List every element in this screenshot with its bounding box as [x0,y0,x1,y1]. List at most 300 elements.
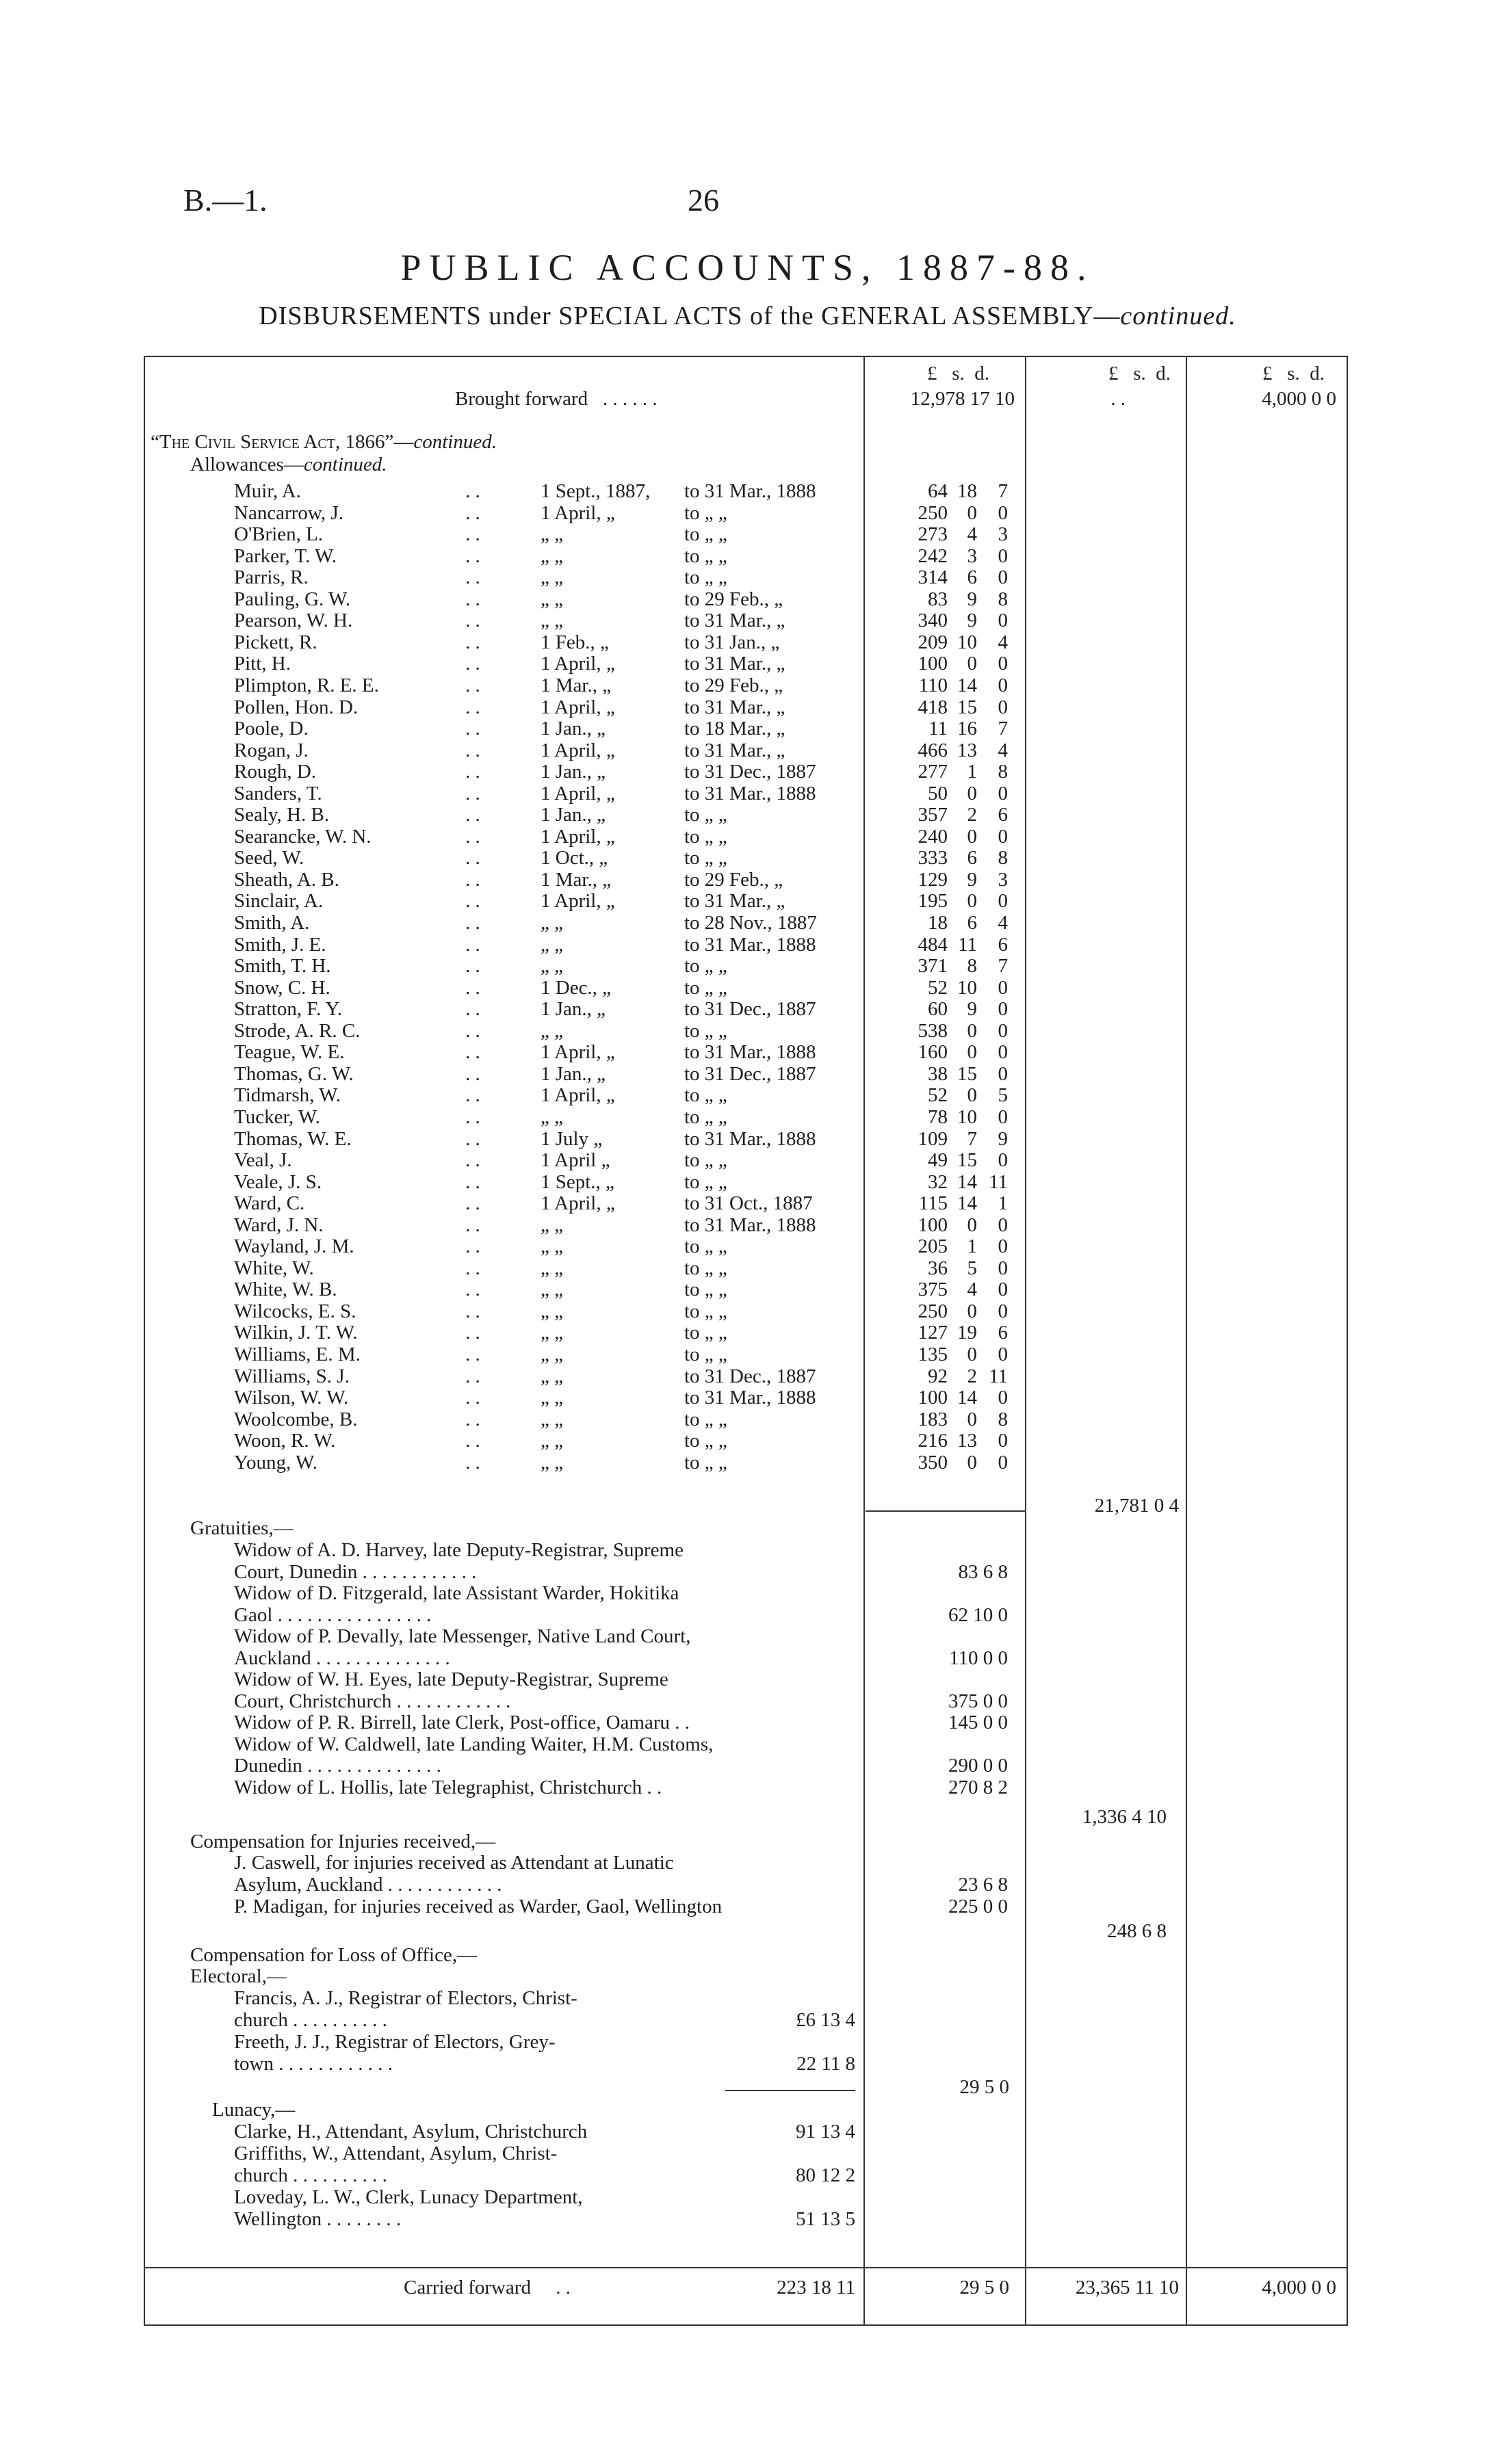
allowance-to-date: to „ „ [684,1344,727,1365]
allowance-name: Ward, J. N. [234,1214,324,1236]
carried-forward-col3: 4,000 0 0 [1262,2277,1336,2298]
allowance-from-date: 1 April „ [541,1149,610,1171]
allowance-dots: . . [465,869,480,891]
allowance-pence: 0 [998,1300,1008,1322]
carried-forward-top-rule [144,2267,1348,2268]
allowance-dots: . . [465,1106,480,1128]
allowance-to-date: to „ „ [684,1171,727,1193]
allowance-shillings: 0 [967,502,977,524]
allowance-shillings: 9 [967,588,977,610]
allowance-pounds: 129 [918,869,948,891]
gratuities-heading: Gratuities,— [190,1517,294,1539]
allowance-from-date: 1 Jan., „ [541,718,606,739]
allowance-dots: . . [465,1408,480,1430]
gratuity-amount: 270 8 2 [948,1776,1008,1798]
allowance-name: Wayland, J. M. [234,1235,354,1257]
allowance-name: Pauling, G. W. [234,588,350,610]
allowance-shillings: 0 [967,890,977,912]
allowance-from-date: 1 Jan., „ [541,1063,606,1085]
allowance-pence: 7 [998,955,1008,977]
allowance-to-date: to „ „ [684,566,727,588]
gratuity-text: Court, Dunedin . . . . . . . . . . . . [234,1560,477,1583]
allowance-shillings: 9 [967,998,977,1020]
allowance-pence: 1 [998,1192,1008,1214]
allowance-shillings: 2 [967,1365,977,1387]
allowance-from-date: „ „ [541,566,563,588]
allowance-from-date: 1 April, „ [541,890,615,912]
allowance-from-date: „ „ [541,1214,563,1236]
allowance-dots: . . [465,480,480,502]
allowance-pounds: 484 [918,934,948,956]
allowance-dots: . . [465,1452,480,1473]
allowance-pounds: 183 [918,1408,948,1430]
allowance-shillings: 13 [957,1430,977,1452]
allowance-shillings: 0 [967,653,977,674]
allowance-dots: . . [465,1084,480,1106]
allowance-to-date: to „ „ [684,1084,727,1106]
allowance-dots: . . [465,1041,480,1063]
allowance-to-date: to „ „ [684,1235,727,1257]
allowance-name: Sanders, T. [234,783,322,804]
allowance-shillings: 6 [967,912,977,934]
allowance-from-date: „ „ [541,610,563,631]
allowance-pence: 0 [998,1257,1008,1279]
allowance-from-date: „ „ [541,1387,563,1408]
allowance-dots: . . [465,890,480,912]
gratuity-text: Gaol . . . . . . . . . . . . . . . . [234,1603,432,1626]
gratuity-amount: 83 6 8 [958,1560,1008,1583]
allowance-to-date: to „ „ [684,545,727,567]
allowance-pounds: 127 [918,1322,948,1344]
allowance-name: Poole, D. [234,718,309,739]
allowance-pence: 0 [998,1214,1008,1236]
loss-of-office-heading: Compensation for Loss of Office,— [190,1944,478,1966]
allowance-to-date: to „ „ [684,1149,727,1171]
allowance-to-date: to „ „ [684,1322,727,1344]
allowance-name: Wilson, W. W. [234,1387,349,1408]
allowance-pence: 11 [989,1171,1008,1193]
allowance-shillings: 0 [967,1084,977,1106]
allowance-dots: . . [465,1149,480,1171]
allowance-pence: 9 [998,1128,1008,1150]
allowance-dots: . . [465,631,480,653]
allowance-shillings: 6 [967,847,977,869]
allowance-dots: . . [465,912,480,934]
allowance-name: Veale, J. S. [234,1171,322,1193]
allowance-name: Pitt, H. [234,653,291,674]
gratuities-total: 1,336 4 10 [1082,1806,1167,1828]
subtitle-continued: continued. [1120,302,1236,330]
lunacy-compensation-amount: 91 13 4 [796,2121,855,2142]
allowance-to-date: to „ „ [684,1430,727,1452]
allowance-dots: . . [465,1128,480,1150]
allowance-from-date: „ „ [541,545,563,567]
allowance-pounds: 333 [918,847,948,869]
page-title: PUBLIC ACCOUNTS, 1887-88. [400,247,1095,288]
allowance-to-date: to 28 Nov., 1887 [684,912,817,934]
allowance-pence: 0 [998,1387,1008,1408]
allowance-to-date: to 31 Mar., 1888 [684,1128,816,1150]
gratuity-text: Widow of L. Hollis, late Telegraphist, Christchurch . . [234,1776,662,1798]
allowance-shillings: 0 [967,1020,977,1042]
allowance-pounds: 135 [918,1344,948,1365]
allowance-pounds: 78 [928,1106,948,1128]
allowance-from-date: „ „ [541,1300,563,1322]
allowance-dots: . . [465,566,480,588]
allowance-pounds: 340 [918,610,948,631]
allowance-to-date: to 31 Mar., „ [684,653,785,674]
allowance-dots: . . [465,696,480,718]
brought-forward-dots: . . . . . . [602,388,658,410]
allowance-dots: . . [465,826,480,848]
allowance-pounds: 250 [918,1300,948,1322]
allowance-pence: 0 [998,1020,1008,1042]
allowance-pence: 0 [998,977,1008,999]
allowance-pence: 4 [998,739,1008,761]
electoral-compensation-text: Francis, A. J., Registrar of Electors, Christ- [234,1987,577,2009]
allowance-name: Snow, C. H. [234,977,330,999]
allowance-name: Strode, A. R. C. [234,1020,361,1042]
page-number: 26 [688,183,719,218]
allowance-shillings: 9 [967,869,977,891]
allowance-shillings: 10 [957,1106,977,1128]
allowance-pounds: 49 [928,1149,948,1171]
allowance-shillings: 15 [957,696,977,718]
col2-right-rule [1186,356,1187,2326]
allowance-name: Smith, T. H. [234,955,331,977]
allowance-shillings: 0 [967,1452,977,1473]
carried-forward-dots: . . [556,2277,571,2298]
allowance-from-date: „ „ [541,1279,563,1300]
electoral-total: 29 5 0 [959,2076,1009,2098]
allowance-from-date: „ „ [541,1430,563,1452]
allowance-name: Muir, A. [234,480,301,502]
allowance-name: Wilkin, J. T. W. [234,1322,358,1344]
allowance-from-date: 1 Dec., „ [541,977,612,999]
allowance-dots: . . [465,588,480,610]
allowances-heading [190,454,387,475]
electoral-compensation-text: church . . . . . . . . . . [234,2009,387,2031]
allowance-pence: 8 [998,847,1008,869]
allowance-pence: 0 [998,1344,1008,1365]
allowance-dots: . . [465,1171,480,1193]
carried-forward-col1: 29 5 0 [959,2277,1009,2298]
allowance-dots: . . [465,1322,480,1344]
allowance-pence: 4 [998,912,1008,934]
gratuity-text: Court, Christchurch . . . . . . . . . . . . [234,1690,511,1712]
lunacy-compensation-text: Loveday, L. W., Clerk, Lunacy Department, [234,2186,583,2208]
allowance-from-date: „ „ [541,1452,563,1473]
allowance-shillings: 15 [957,1149,977,1171]
allowance-name: Rough, D. [234,761,317,783]
allowance-shillings: 16 [957,718,977,739]
gratuity-text: Widow of W. H. Eyes, late Deputy-Registrar, Supreme [234,1668,668,1690]
allowance-shillings: 5 [967,1257,977,1279]
allowance-pounds: 52 [928,1084,948,1106]
allowance-pence: 0 [998,674,1008,696]
allowance-from-date: „ „ [541,955,563,977]
allowance-from-date: „ „ [541,1257,563,1279]
allowance-shillings: 7 [967,1128,977,1150]
allowance-name: Searancke, W. N. [234,826,372,848]
allowance-to-date: to „ „ [684,955,727,977]
allowance-dots: . . [465,977,480,999]
allowance-pounds: 110 [918,674,948,696]
allowance-shillings: 1 [967,1235,977,1257]
electoral-heading: Electoral,— [190,1965,287,1987]
allowance-to-date: to „ „ [684,523,727,545]
allowance-pence: 6 [998,934,1008,956]
gratuity-text: Widow of P. Devally, late Messenger, Native Land Court, [234,1625,691,1647]
allowance-name: Thomas, G. W. [234,1063,354,1085]
allowance-to-date: to 31 Dec., 1887 [684,761,816,783]
allowance-name: Pearson, W. H. [234,610,353,631]
allowance-pence: 5 [998,1084,1008,1106]
allowance-name: Veal, J. [234,1149,292,1171]
allowances-continued: continued. [303,454,387,475]
allowance-name: White, W. [234,1257,314,1279]
allowance-to-date: to 31 Mar., 1888 [684,934,816,956]
allowance-dots: . . [465,955,480,977]
lunacy-compensation-amount: 80 12 2 [796,2164,855,2186]
allowance-shillings: 3 [967,545,977,567]
allowance-pence: 0 [998,1063,1008,1085]
allowance-pounds: 100 [918,653,948,674]
allowance-name: Parker, T. W. [234,545,337,567]
allowance-from-date: „ „ [541,1408,563,1430]
col2-pence: d. [1156,363,1171,384]
allowance-name: Pickett, R. [234,631,317,653]
allowance-to-date: to 31 Mar., „ [684,890,785,912]
allowance-pence: 8 [998,588,1008,610]
gratuity-text: Auckland . . . . . . . . . . . . . . [234,1647,450,1669]
injury-compensation-text: P. Madigan, for injuries received as Warder, Gaol, Wellington [234,1896,723,1917]
allowance-pounds: 277 [918,761,948,783]
allowance-name: Rogan, J. [234,739,309,761]
allowance-from-date: 1 April, „ [541,1084,615,1106]
allowance-from-date: „ „ [541,1020,563,1042]
allowance-from-date: 1 April, „ [541,653,615,674]
allowance-to-date: to 18 Mar., „ [684,718,785,739]
col1-pound: £ [927,363,937,384]
allowance-pence: 0 [998,502,1008,524]
allowance-shillings: 0 [967,1344,977,1365]
allowance-pence: 11 [989,1365,1008,1387]
injury-compensation-amount: 23 6 8 [958,1874,1008,1896]
allowance-name: Wilcocks, E. S. [234,1300,356,1322]
allowance-to-date: to „ „ [684,1106,727,1128]
allowance-dots: . . [465,934,480,956]
allowance-shillings: 11 [958,934,977,956]
allowance-dots: . . [465,761,480,783]
allowance-pounds: 60 [928,998,948,1020]
col1-pence: d. [974,363,990,384]
allowance-name: Stratton, F. Y. [234,998,343,1020]
allowance-to-date: to „ „ [684,1257,727,1279]
allowance-pounds: 100 [918,1214,948,1236]
allowance-pence: 0 [998,1452,1008,1473]
allowance-name: Woon, R. W. [234,1430,336,1452]
allowance-pounds: 83 [928,588,948,610]
allowance-from-date: 1 Jan., „ [541,998,606,1020]
allowance-shillings: 10 [957,631,977,653]
allowance-dots: . . [465,1365,480,1387]
col1-shilling: s. [952,363,965,384]
allowance-from-date: „ „ [541,1322,563,1344]
brought-forward-col3: 4,000 0 0 [1262,388,1336,410]
allowance-dots: . . [465,1430,480,1452]
allowance-from-date: „ „ [541,934,563,956]
table-right-rule [1347,356,1348,2326]
electoral-compensation-text: town . . . . . . . . . . . . [234,2053,393,2075]
allowance-from-date: 1 Sept., „ [541,1171,614,1193]
allowance-shillings: 4 [967,1279,977,1300]
electoral-compensation-text: Freeth, J. J., Registrar of Electors, Grey- [234,2031,556,2053]
allowance-shillings: 6 [967,566,977,588]
allowance-pence: 0 [998,1430,1008,1452]
allowance-dots: . . [465,804,480,826]
allowance-pence: 0 [998,653,1008,674]
allowance-from-date: 1 April, „ [541,826,615,848]
allowance-to-date: to 31 Mar., 1888 [684,1214,816,1236]
allowance-dots: . . [465,1300,480,1322]
gratuity-text: Widow of A. D. Harvey, late Deputy-Registrar, Supreme [234,1539,684,1561]
carried-forward-label: Carried forward . . [404,2277,571,2298]
allowance-shillings: 1 [967,761,977,783]
allowance-name: Parris, R. [234,566,309,588]
gratuity-text: Widow of P. R. Birrell, late Clerk, Post-office, Oamaru . . [234,1712,690,1733]
lunacy-compensation-text: Griffiths, W., Attendant, Asylum, Christ- [234,2142,558,2164]
allowance-to-date: to „ „ [684,1279,727,1300]
allowance-shillings: 0 [967,783,977,804]
allowance-pounds: 375 [918,1279,948,1300]
allowance-pence: 0 [998,1149,1008,1171]
allowance-pounds: 538 [918,1020,948,1042]
allowance-dots: . . [465,1279,480,1300]
allowance-pounds: 50 [928,783,948,804]
allowance-name: Nancarrow, J. [234,502,343,524]
allowance-to-date: to 31 Jan., „ [684,631,780,653]
injuries-total: 248 6 8 [1107,1920,1167,1942]
allowance-name: Smith, J. E. [234,934,326,956]
allowance-dots: . . [465,653,480,674]
allowance-name: Sinclair, A. [234,890,324,912]
allowance-to-date: to 31 Mar., „ [684,696,785,718]
allowance-pence: 3 [998,523,1008,545]
allowance-dots: . . [465,1387,480,1408]
allowance-pence: 8 [998,1408,1008,1430]
allowance-to-date: to 31 Dec., 1887 [684,998,816,1020]
allowance-dots: . . [465,1214,480,1236]
allowance-shillings: 14 [957,1171,977,1193]
page-subtitle [0,301,1495,331]
allowance-from-date: 1 Jan., „ [541,804,606,826]
allowance-to-date: to 31 Mar., 1888 [684,783,816,804]
allowance-from-date: „ „ [541,523,563,545]
allowance-name: Williams, E. M. [234,1344,361,1365]
allowance-pence: 4 [998,631,1008,653]
allowance-pence: 0 [998,826,1008,848]
allowance-pounds: 371 [918,955,948,977]
carried-forward-inner: 223 18 11 [777,2277,855,2298]
allowance-dots: . . [465,1192,480,1214]
allowance-pence: 0 [998,696,1008,718]
allowance-pounds: 52 [928,977,948,999]
allowance-dots: . . [465,998,480,1020]
allowance-to-date: to 31 Mar., 1888 [684,1387,816,1408]
allowance-from-date: „ „ [541,912,563,934]
allowance-name: White, W. B. [234,1279,337,1300]
allowance-name: Tucker, W. [234,1106,320,1128]
allowance-name: Thomas, W. E. [234,1128,352,1150]
allowance-to-date: to „ „ [684,502,727,524]
allowance-from-date: „ „ [541,588,563,610]
allowance-shillings: 14 [957,674,977,696]
allowance-pounds: 205 [918,1235,948,1257]
allowance-to-date: to 29 Feb., „ [684,674,783,696]
gratuity-text: Widow of D. Fitzgerald, late Assistant Warder, Hokitika [234,1582,679,1604]
allowance-name: Smith, A. [234,912,310,934]
col3-header [1262,363,1325,385]
allowance-pence: 0 [998,1279,1008,1300]
gratuity-amount: 145 0 0 [948,1712,1008,1733]
col2-header [1108,363,1171,385]
allowance-dots: . . [465,1344,480,1365]
allowance-dots: . . [465,1257,480,1279]
allowance-name: Plimpton, R. E. E. [234,674,379,696]
allowance-shillings: 10 [957,977,977,999]
allowance-pounds: 64 [928,480,948,502]
allowance-from-date: „ „ [541,1235,563,1257]
lunacy-compensation-amount: 51 13 5 [796,2208,855,2230]
allowance-to-date: to „ „ [684,977,727,999]
allowance-pounds: 109 [918,1128,948,1150]
allowance-pence: 6 [998,1322,1008,1344]
allowance-shillings: 15 [957,1063,977,1085]
allowance-shillings: 2 [967,804,977,826]
col3-pence: d. [1310,363,1325,384]
allowance-to-date: to 31 Mar., „ [684,739,785,761]
allowance-pounds: 32 [928,1171,948,1193]
gratuity-amount: 375 0 0 [948,1690,1008,1712]
allowance-pounds: 38 [928,1063,948,1085]
allowance-to-date: to „ „ [684,847,727,869]
allowance-from-date: „ „ [541,1365,563,1387]
allowance-to-date: to 31 Oct., 1887 [684,1192,813,1214]
allowance-shillings: 0 [967,1214,977,1236]
allowance-from-date: 1 Jan., „ [541,761,606,783]
table-bottom-rule [144,2324,1348,2326]
allowance-to-date: to „ „ [684,1300,727,1322]
allowance-pounds: 357 [918,804,948,826]
allowance-dots: . . [465,718,480,739]
allowance-shillings: 14 [957,1387,977,1408]
allowance-to-date: to 31 Mar., 1888 [684,1041,816,1063]
allowance-dots: . . [465,1235,480,1257]
gratuity-text: Dunedin . . . . . . . . . . . . . . [234,1755,441,1777]
allowance-name: Woolcombe, B. [234,1408,358,1430]
allowance-pence: 0 [998,1106,1008,1128]
table-top-rule [144,356,1348,357]
allowance-pounds: 242 [918,545,948,567]
allowance-dots: . . [465,610,480,631]
allowance-shillings: 0 [967,1300,977,1322]
injury-compensation-text: Asylum, Auckland . . . . . . . . . . . . [234,1874,502,1896]
allowance-to-date: to 29 Feb., „ [684,588,783,610]
allowance-shillings: 0 [967,826,977,848]
allowance-name: Seed, W. [234,847,304,869]
document-reference: B.—1. [183,183,268,218]
